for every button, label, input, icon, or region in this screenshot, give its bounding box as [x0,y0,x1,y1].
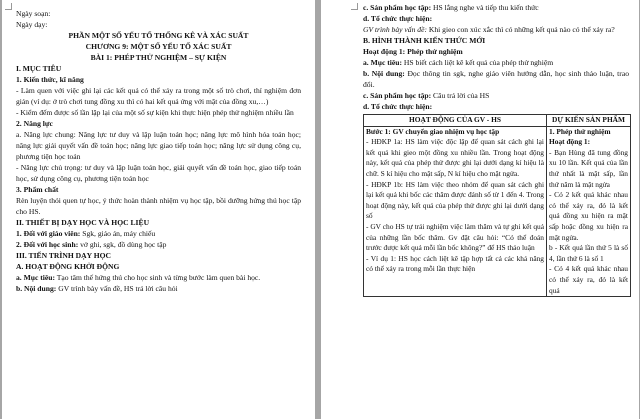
table-cell-paragraph: - HĐKP 1b: HS làm việc theo nhóm để quan sát cách ghi lại kết quả khi bốc các thăm được đánh số từ 1 đến 4. Trong hoạt động này, kết quả của phép thử được ghi lại dưới dạng số [366,179,544,221]
heading-competence: 2. Năng lực [16,119,53,128]
knowledge-para-1: - Làm quen với việc ghi lại các kết quả có thể xảy ra trong một số trò chơi, thí nghiệm đơn giản (ví dụ: ở trò chơi tung đồng xu thì có hai kết quả ứng với mặt của đồng xu,…) [16,86,301,106]
competence-para-1: a. Năng lực chung: Năng lực tư duy và lập luận toán học; năng lực mô hình hóa toán học; năng lực giải quyết vấn đề toán học; năng lực giao tiếp toán học; năng lực sử dụng công cụ, phương tiện học toán [16,130,301,161]
table-cell-paragraph: b - Kết quả lần thứ 5 là số 4, lần thứ 6 là số 1 [549,243,628,263]
product-line [363,2,629,13]
date-taught: Ngày dạy: [16,20,48,29]
table-header-row [364,115,631,127]
product-label: c. Sản phẩm học tập: [363,3,432,12]
activity-product-text: Câu trả lời của HS [431,91,490,100]
activity-table [363,114,631,297]
table-cell-paragraph: 1. Phép thử nghiệm [549,126,611,136]
warmup-objective-text: Tạo tâm thế hứng thú cho học sinh và từng bước làm quen bài học. [55,273,261,282]
section-warmup: A. HOẠT ĐỘNG KHỞI ĐỘNG [16,262,120,271]
teacher-label: 1. Đối với giáo viên: [16,229,81,238]
organize-label: d. Tổ chức thực hiện: [363,14,433,23]
table-row [364,126,631,297]
chapter-title: CHƯƠNG 9: MỘT SỐ YẾU TỐ XÁC SUẤT [85,42,232,51]
teacher-equipment [16,228,301,239]
activity-organize-label: d. Tổ chức thực hiện: [363,102,433,111]
student-label: 2. Đối với học sinh: [16,240,79,249]
table-cell-paragraph: - GV cho HS tự trải nghiệm việc làm thăm và tự ghi kết quả của những lần bốc thăm. Gv đặt câu hỏi: “Có thể đoán trước được kết quả mỗi lần bốc không?” để HS thảo luận [366,221,544,253]
activity-objective [363,57,629,68]
product-text: HS lắng nghe và tiếp thu kiến thức [431,3,539,12]
section-equipment: II. THIẾT BỊ DẠY HỌC VÀ HỌC LIỆU [16,218,150,227]
warmup-objective [16,272,301,283]
section-objectives: I. MỤC TIÊU [16,64,62,73]
heading-qualities: 3. Phẩm chất [16,185,59,194]
table-cell-activities [364,126,547,297]
organize-body: Khi gieo con xúc xắc thì có những kết quả nào có thể xảy ra? [426,25,615,34]
student-text: vở ghi, sgk, đồ dùng học tập [78,240,167,249]
table-cell-paragraph: - Có 4 kết quả khác nhau có thể xảy ra, đó là kết quả [549,264,628,295]
warmup-content-label: b. Nội dung: [16,284,57,293]
teacher-text: Sgk, giáo án, máy chiếu [80,229,156,238]
knowledge-para-2: - Kiểm đếm được số lần lặp lại của một số sự kiện khi thực hiện phép thử nghiệm nhiều lần [16,108,294,117]
warmup-objective-label: a. Mục tiêu: [16,273,56,282]
section-process: III. TIẾN TRÌNH DẠY HỌC [16,251,112,260]
table-cell-paragraph: - Bạn Hùng đã tung đồng xu 10 lần. Kết quả của lần thứ nhất là mặt sấp, lần thứ năm là mặt ngửa [549,147,628,189]
left-page [2,0,315,419]
section-new-knowledge: B. HÌNH THÀNH KIẾN THỨC MỚI [363,36,486,45]
activity-content-text: Đọc thông tin sgk, nghe giáo viên hướng dẫn, học sinh thảo luận, trao đổi. [363,69,629,89]
margin-mark [5,3,12,10]
competence-para-2: - Năng lực chủ trọng: tư duy và lập luận toán học, giải quyết vấn đề toán học, giao tiếp toán học, sử dụng công cụ, phương tiện toán học [16,163,301,183]
warmup-content-text: GV trình bày vấn đề, HS trả lời câu hỏi [56,284,178,293]
activity-content-label: b. Nội dung: [363,69,405,78]
organize-italic: GV trình bày vấn đề: [363,25,427,34]
lesson-title: BÀI 1: PHÉP THỬ NGHIỆM – SỰ KIỆN [90,53,227,62]
table-header-activities: HOẠT ĐỘNG CỦA GV - HS [364,115,547,127]
table-cell-paragraph: Hoạt động 1: [549,137,591,147]
warmup-content [16,283,301,294]
table-cell-paragraph: - HĐKP 1a: HS làm việc độc lập để quan sát cách ghi lại kết quả khi gieo một đồng xu nhiều lần. Trong hoạt động này, kết quả của phép thử được ghi lại dưới dạng kí hiệu là chữ. S kí hiệu cho mặt sấp, N kí hiệu cho mặt ngửa. [366,137,544,178]
activity-objective-text: HS biết cách liệt kê kết quả của phép thử nghiệm [402,58,554,67]
right-page [321,0,639,419]
activity-product-label: c. Sản phẩm học tập: [363,91,432,100]
heading-knowledge: 1. Kiến thức, kĩ năng [16,75,84,84]
table-header-products: DỰ KIẾN SẢN PHẨM [547,115,631,127]
date-prepared: Ngày soạn: [16,9,51,18]
organize-text [363,24,629,35]
activity-1-title: Hoạt động 1: Phép thử nghiệm [363,47,463,56]
margin-mark [351,3,358,10]
student-equipment [16,239,301,250]
activity-content [363,68,629,90]
activity-objective-label: a. Mục tiêu: [363,58,403,67]
activity-product [363,90,629,101]
part-title: PHẦN MỘT SỐ YẾU TỐ THỐNG KÊ VÀ XÁC SUẤT [68,31,249,40]
table-cell-paragraph: - Ví dụ 1: HS học cách liệt kê tập hợp tất cả các khả năng có thể xảy ra trong mỗi lần thực hiện [366,253,544,274]
table-cell-products [547,126,631,297]
table-cell-paragraph: - Có 2 kết quả khác nhau có thể xảy ra, đó là kết quả đồng xu hiện ra mặt sấp hoặc đồng xu hiện ra mặt ngửa. [549,190,628,242]
table-cell-paragraph: Bước 1: GV chuyển giao nhiệm vụ học tập [366,126,500,136]
qualities-para: Rèn luyện thói quen tự học, ý thức hoàn thành nhiệm vụ học tập, bồi dưỡng hứng thú học tập cho HS. [16,196,301,216]
